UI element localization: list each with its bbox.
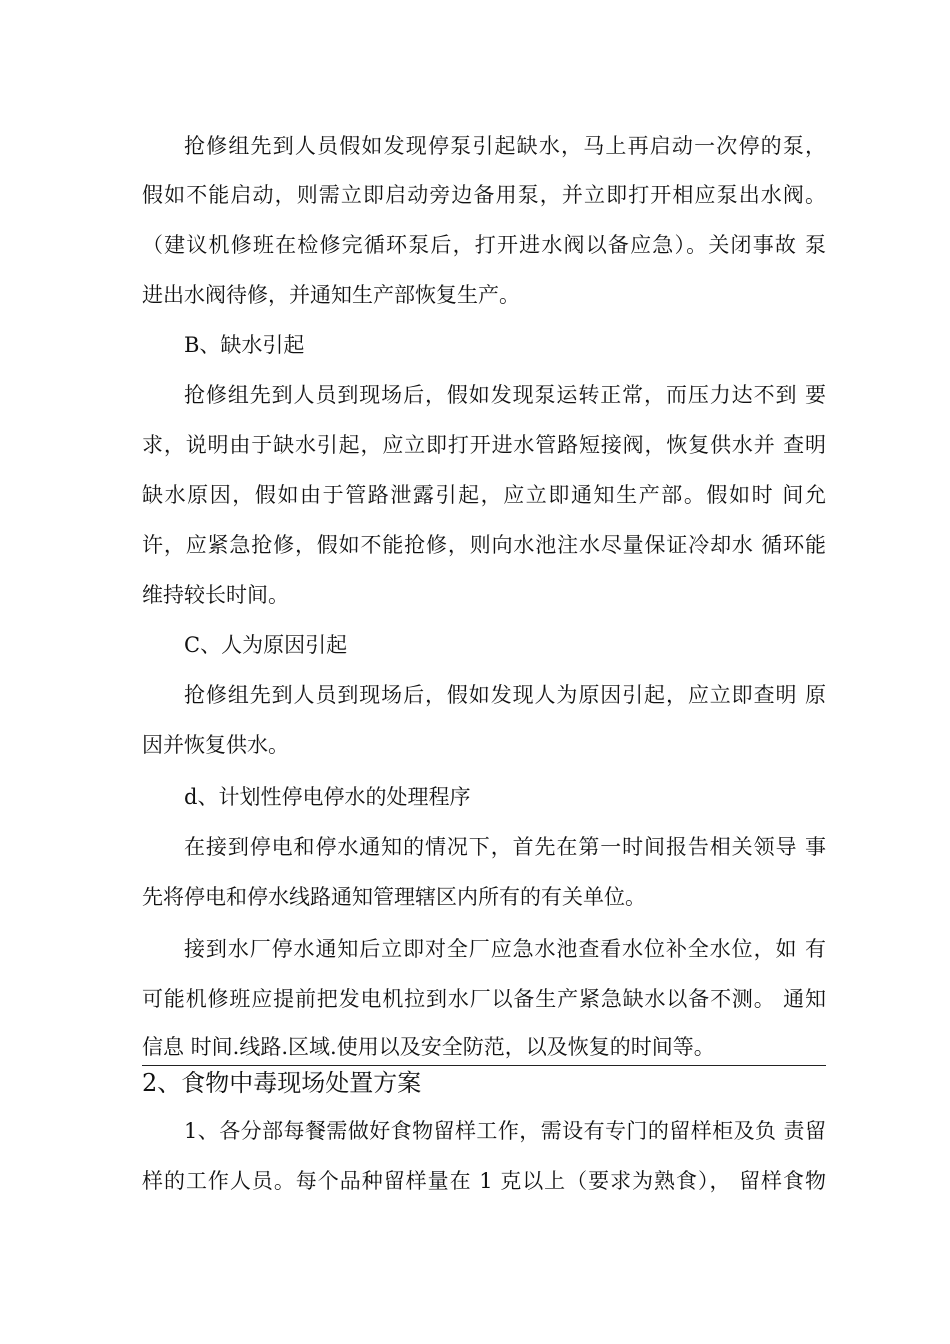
subsection-heading-b: B、缺水引起 [184, 333, 305, 357]
paragraph-line: 接到水厂停水通知后立即对全厂应急水池查看水位补全水位，如 有 [184, 937, 826, 961]
subsection-heading-d: d、计划性停电停水的处理程序 [184, 785, 471, 809]
paragraph-line: 先将停电和停水线路通知管理辖区内所有的有关单位。 [142, 885, 646, 909]
paragraph-line: 许，应紧急抢修，假如不能抢修，则向水池注水尽量保证冷却水 循环能 [142, 533, 826, 557]
subsection-heading-c: C、人为原因引起 [184, 633, 348, 657]
paragraph-line: 1、各分部每餐需做好食物留样工作，需设有专门的留样柜及负 责留 [184, 1119, 826, 1143]
section-heading: 2、食物中毒现场处置方案 [142, 1069, 422, 1097]
paragraph-line: 进出水阀待修，并通知生产部恢复生产。 [142, 283, 520, 307]
paragraph-line: （建议机修班在检修完循环泵后，打开进水阀以备应急）。关闭事故 泵 [142, 233, 826, 257]
paragraph-line: 抢修组先到人员假如发现停泵引起缺水，马上再启动一次停的泵， [184, 134, 826, 158]
paragraph-line: 因并恢复供水。 [142, 733, 289, 757]
paragraph-line: 抢修组先到人员到现场后，假如发现人为原因引起，应立即查明 原 [184, 683, 826, 707]
paragraph-line: 缺水原因，假如由于管路泄露引起，应立即通知生产部。假如时 间允 [142, 483, 826, 507]
paragraph-line: 信息 时间.线路.区域.使用以及安全防范，以及恢复的时间等。 [142, 1035, 715, 1059]
paragraph-line: 求，说明由于缺水引起，应立即打开进水管路短接阀，恢复供水并 查明 [142, 433, 826, 457]
paragraph-line: 在接到停电和停水通知的情况下，首先在第一时间报告相关领导 事 [184, 835, 826, 859]
paragraph-line: 可能机修班应提前把发电机拉到水厂以备生产紧急缺水以备不测。 通知 [142, 987, 826, 1011]
paragraph-line: 抢修组先到人员到现场后，假如发现泵运转正常，而压力达不到 要 [184, 383, 826, 407]
section-divider [142, 1065, 826, 1066]
paragraph-line: 样的工作人员。每个品种留样量在 1 克以上（要求为熟食）， 留样食物 [142, 1169, 826, 1193]
paragraph-line: 维持较长时间。 [142, 583, 289, 607]
paragraph-line: 假如不能启动，则需立即启动旁边备用泵，并立即打开相应泵出水阀。 [142, 183, 826, 207]
